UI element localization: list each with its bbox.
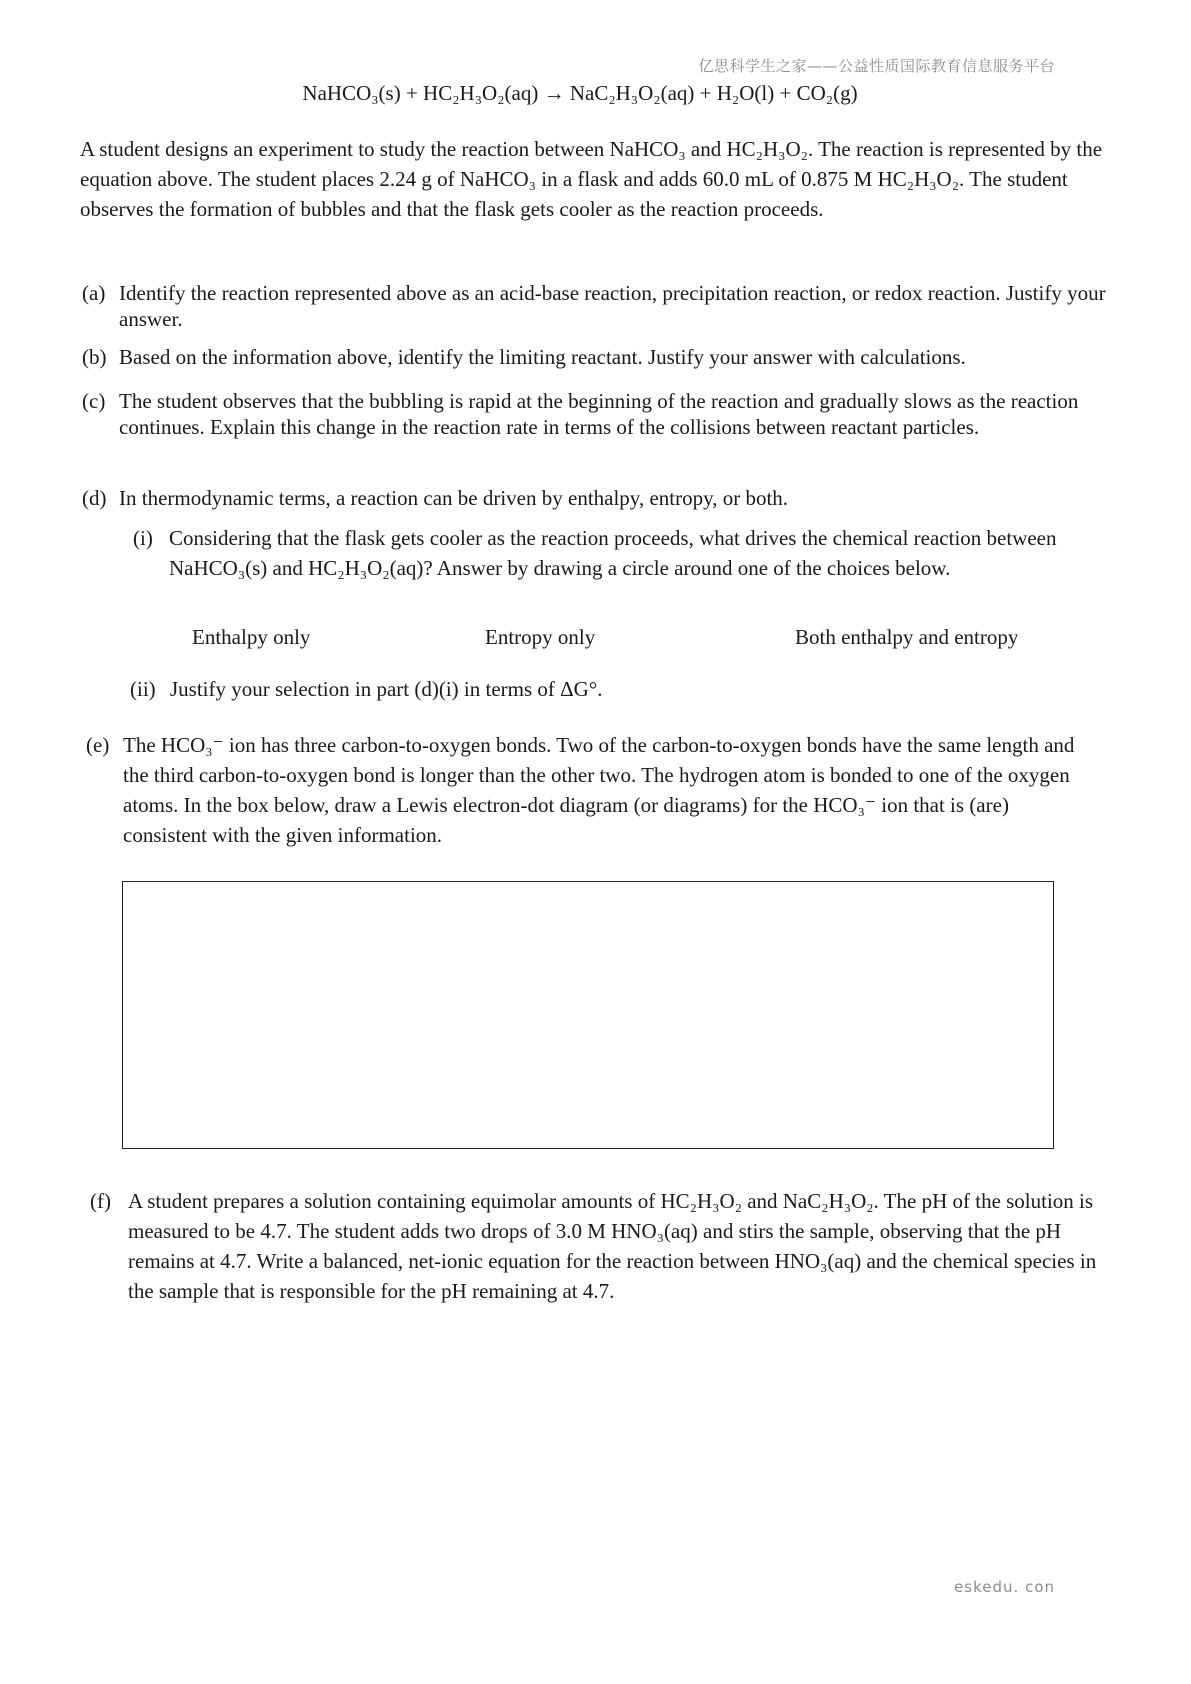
- choice-enthalpy-only: Enthalpy only: [192, 625, 311, 649]
- choice-both: Both enthalpy and entropy: [795, 625, 1019, 649]
- reaction-equation: NaHCO₃(s) + HC₂H₃O₂(aq) → NaC₂H₃O₂(aq) + H₂O(l) + CO₂(g): [302, 81, 858, 105]
- question-d-ii-text: Justify your selection in part (d)(i) in terms of ΔG°.: [170, 677, 603, 701]
- question-d-ii-label: (ii): [130, 677, 156, 701]
- answer-box[interactable]: [122, 881, 1054, 1149]
- question-f-label: (f): [90, 1189, 111, 1213]
- question-e-label: (e): [86, 733, 110, 757]
- intro-paragraph: A student designs an experiment to study the reaction between NaHCO₃ and HC₂H₃O₂. The reaction is represented by the equation above. The student places 2.24 g of NaHCO₃ in a flask and adds 60.0 mL of 0.875 M HC₂H₃O₂. The student observes the formation of bubbles and that the flask gets cooler as the reaction proceeds.: [80, 137, 1103, 221]
- question-c-text: The student observes that the bubbling is rapid at the beginning of the reaction and gradually slows as the reaction continues. Explain this change in the reaction rate in terms of the collisions between reactant particles.: [119, 389, 1079, 439]
- question-a-text: Identify the reaction represented above as an acid-base reaction, precipitation reaction, or redox reaction. Justify your answer.: [119, 281, 1106, 331]
- question-e-text: The HCO₃⁻ ion has three carbon-to-oxygen bonds. Two of the carbon-to-oxygen bonds have the same length and the third carbon-to-oxygen bond is longer than the other two. The hydrogen atom is bonded to one of the oxygen atoms. In the box below, draw a Lewis electron-dot diagram (or diagrams) for the HCO₃⁻ ion that is (are) consistent with the given information.: [123, 733, 1075, 847]
- question-b-text: Based on the information above, identify the limiting reactant. Justify your answer with calculations.: [119, 345, 966, 369]
- footer-site: eskedu. con: [954, 1578, 1055, 1596]
- question-d-i-label: (i): [133, 526, 153, 550]
- question-b-label: (b): [82, 345, 107, 369]
- choice-entropy-only: Entropy only: [485, 625, 596, 649]
- question-d-text: In thermodynamic terms, a reaction can be driven by enthalpy, entropy, or both.: [119, 486, 789, 510]
- question-a-label: (a): [82, 281, 106, 305]
- question-d-label: (d): [82, 486, 107, 510]
- question-f-text: A student prepares a solution containing equimolar amounts of HC₂H₃O₂ and NaC₂H₃O₂. The pH of the solution is measured to be 4.7. The student adds two drops of 3.0 M HNO₃(aq) and stirs the sample, observing that the pH remains at 4.7. Write a balanced, net-ionic equation for the reaction between HNO₃(aq) and the chemical species in the sample that is responsible for the pH remaining at 4.7.: [128, 1189, 1097, 1303]
- question-d-i-text: Considering that the flask gets cooler as the reaction proceeds, what drives the chemical reaction between NaHCO₃(s) and HC₂H₃O₂(aq)? Answer by drawing a circle around one of the choices below.: [169, 526, 1057, 580]
- watermark-text: 亿思科学生之家——公益性质国际教育信息服务平台: [698, 57, 1055, 75]
- question-c-label: (c): [82, 389, 106, 413]
